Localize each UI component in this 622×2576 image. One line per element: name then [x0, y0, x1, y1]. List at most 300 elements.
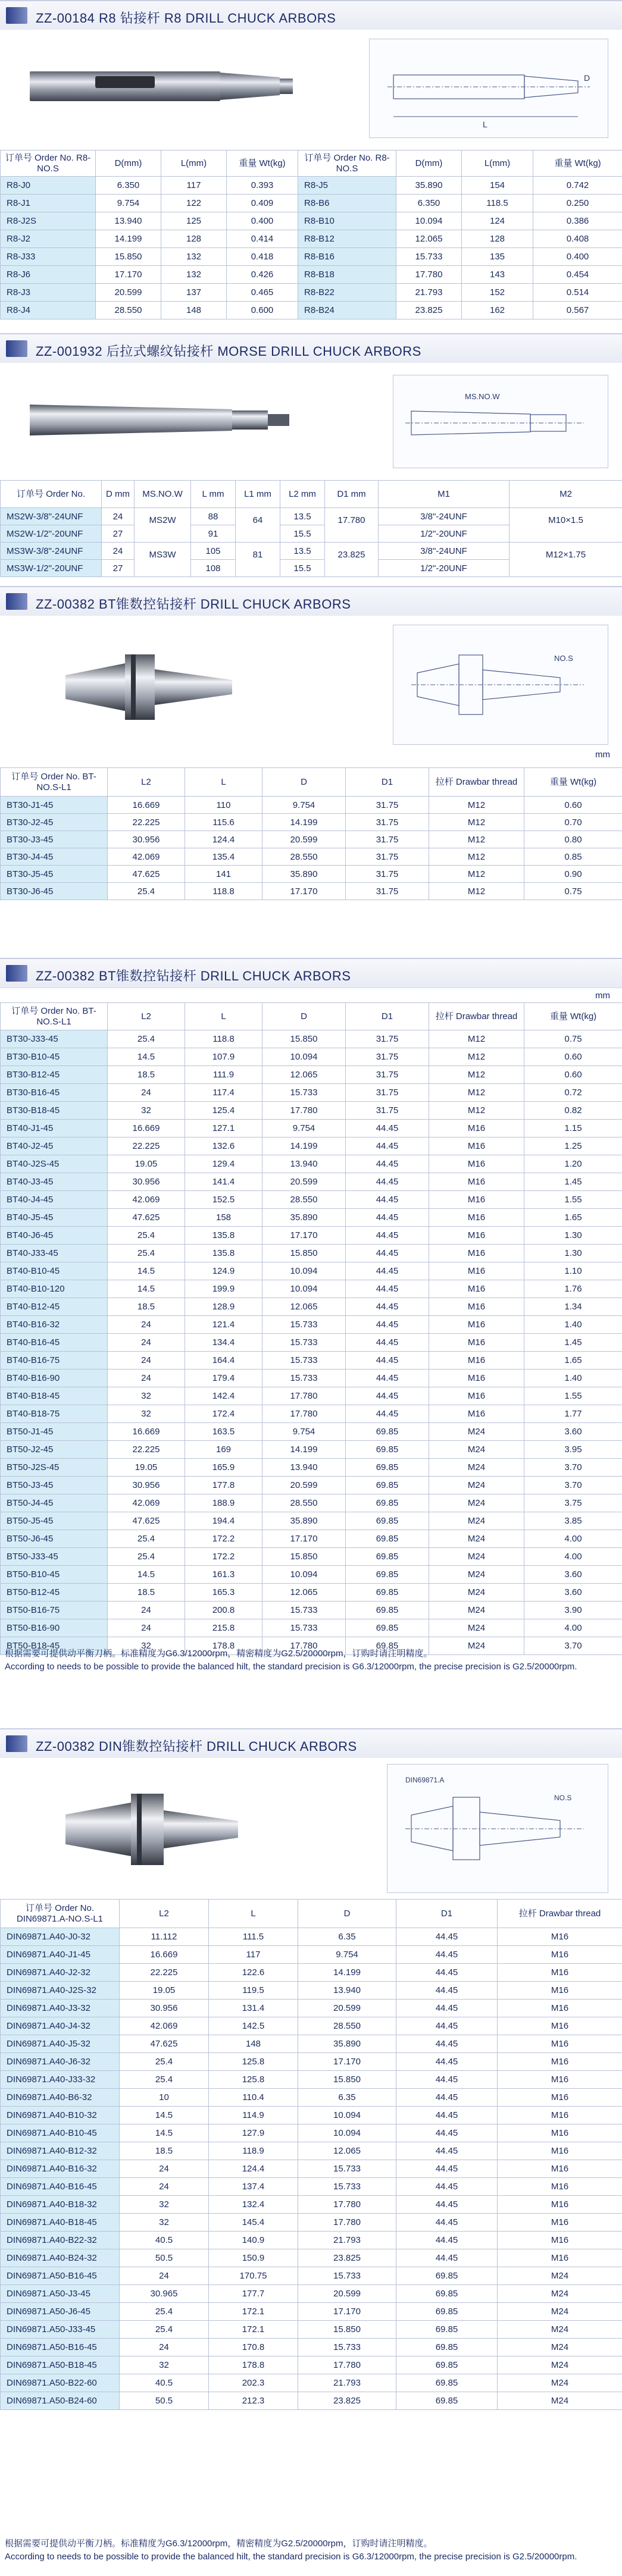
table-cell: M16 [429, 1137, 524, 1155]
table-cell: BT40-J5-45 [1, 1209, 108, 1227]
table-cell: 9.754 [262, 1423, 346, 1441]
table-cell: 44.45 [346, 1155, 429, 1173]
table-cell: BT50-J4-45 [1, 1494, 108, 1512]
table-cell: R8-J5 [298, 177, 396, 195]
table-cell: 1.45 [524, 1334, 622, 1352]
morse-image-area [0, 363, 622, 479]
bt2-col-header: L2 [108, 1003, 185, 1030]
r8-section-header [0, 0, 622, 30]
table-cell: 162 [462, 302, 533, 319]
table-cell: 215.8 [185, 1619, 262, 1637]
table-cell: 118.9 [209, 2142, 298, 2160]
table-cell: DIN69871.A40-B10-45 [1, 2124, 120, 2142]
table-cell: 17.780 [262, 1387, 346, 1405]
table-cell: 14.199 [298, 1964, 396, 1982]
table-cell: 107.9 [185, 1048, 262, 1066]
table-cell: 28.550 [262, 1494, 346, 1512]
table-cell: BT30-B12-45 [1, 1066, 108, 1084]
table-row [1, 2142, 622, 2160]
bt2-col-header: 拉杆 Drawbar thread [429, 1003, 524, 1030]
table-cell: 17.170 [262, 883, 346, 900]
table-cell: 125.4 [185, 1102, 262, 1120]
table-cell: 1.45 [524, 1173, 622, 1191]
din-section-title: ZZ-00382 DIN锥数控钻接杆 DRILL CHUCK ARBORS [36, 1739, 357, 1754]
table-row [1, 1173, 622, 1191]
table-cell: 194.4 [185, 1512, 262, 1530]
table-cell: 28.550 [262, 1191, 346, 1209]
table-cell: 1.10 [524, 1262, 622, 1280]
table-row [1, 1619, 622, 1637]
table-cell: 40.5 [120, 2374, 209, 2392]
table-cell: 0.60 [524, 1048, 622, 1066]
table-cell: 20.599 [298, 2285, 396, 2303]
table-cell: 10.094 [262, 1280, 346, 1298]
table-cell: 24 [108, 1619, 185, 1637]
table-cell: 10.094 [262, 1566, 346, 1584]
table-cell: 9.754 [96, 195, 161, 212]
table-row [1, 1512, 622, 1530]
table-cell: 0.82 [524, 1102, 622, 1120]
table-row [1, 195, 622, 212]
table-cell: 0.567 [533, 302, 622, 319]
table-cell: 0.60 [524, 797, 622, 814]
table-cell: 4.00 [524, 1548, 622, 1566]
table-cell: M12 [429, 1084, 524, 1102]
table-cell: DIN69871.A40-B24-32 [1, 2249, 120, 2267]
table-cell: 4.00 [524, 1619, 622, 1637]
r8-technical-drawing [369, 39, 608, 138]
table-cell: 1/2"-20UNF [379, 525, 510, 543]
table-row [1, 1405, 622, 1423]
bt1-image-area [0, 616, 622, 767]
table-cell: BT40-J1-45 [1, 1120, 108, 1137]
table-cell: 114.9 [209, 2107, 298, 2124]
table-cell: 10.094 [262, 1262, 346, 1280]
table-cell: M24 [429, 1423, 524, 1441]
table-cell: BT40-B16-75 [1, 1352, 108, 1370]
din-image-area [0, 1758, 622, 1898]
table-cell: 12.065 [298, 2142, 396, 2160]
table-cell: 212.3 [209, 2392, 298, 2410]
table-cell: 15.850 [298, 2321, 396, 2339]
table-cell: 0.454 [533, 266, 622, 284]
table-cell: 142.4 [185, 1387, 262, 1405]
table-cell: 0.400 [227, 212, 298, 230]
bt2-section-title: ZZ-00382 BT锥数控钻接杆 DRILL CHUCK ARBORS [36, 969, 351, 983]
table-cell [510, 560, 622, 577]
table-row [1, 2071, 622, 2089]
table-cell: DIN69871.A40-B18-32 [1, 2196, 120, 2214]
table-cell: 3.70 [524, 1459, 622, 1477]
table-cell: 137.4 [209, 2178, 298, 2196]
table-cell: 15.733 [298, 2339, 396, 2356]
table-cell: R8-J1 [1, 195, 96, 212]
table-cell: 143 [462, 266, 533, 284]
table-cell: M12 [429, 814, 524, 831]
table-cell: 179.4 [185, 1370, 262, 1387]
table-cell: 125 [161, 212, 227, 230]
table-cell: BT40-J33-45 [1, 1245, 108, 1262]
table-cell: 44.45 [346, 1227, 429, 1245]
table-cell: BT50-J2-45 [1, 1441, 108, 1459]
table-cell: 119.5 [209, 1982, 298, 2000]
table-row [1, 2107, 622, 2124]
table-cell: 0.414 [227, 230, 298, 248]
table-cell: 16.669 [120, 1946, 209, 1964]
table-cell: 117.4 [185, 1084, 262, 1102]
table-cell: 178.8 [209, 2356, 298, 2374]
table-cell: 44.45 [396, 2142, 498, 2160]
table-cell: 44.45 [346, 1405, 429, 1423]
table-cell: 142.5 [209, 2017, 298, 2035]
table-cell: 31.75 [346, 1030, 429, 1048]
table-cell: M24 [498, 2374, 622, 2392]
table-cell: 22.225 [120, 1964, 209, 1982]
din-technical-drawing [387, 1764, 608, 1893]
table-cell: 15.850 [262, 1548, 346, 1566]
table-cell: R8-B16 [298, 248, 396, 266]
table-cell: 17.170 [96, 266, 161, 284]
table-cell: BT30-J33-45 [1, 1030, 108, 1048]
table-cell: M16 [498, 2107, 622, 2124]
table-cell: M16 [429, 1352, 524, 1370]
table-cell: M16 [429, 1334, 524, 1352]
table-row [1, 1423, 622, 1441]
table-cell: DIN69871.A40-J5-32 [1, 2035, 120, 2053]
table-cell: R8-B18 [298, 266, 396, 284]
table-cell: DIN69871.A40-J33-32 [1, 2071, 120, 2089]
table-row [1, 866, 622, 883]
table-cell: 69.85 [396, 2374, 498, 2392]
table-row [1, 848, 622, 866]
table-cell: 69.85 [396, 2356, 498, 2374]
table-cell: 17.780 [298, 2214, 396, 2232]
table-cell: M24 [429, 1459, 524, 1477]
r8-col-header: L(mm) [462, 151, 533, 177]
table-cell: 128.9 [185, 1298, 262, 1316]
table-cell: 44.45 [346, 1316, 429, 1334]
table-cell: 69.85 [346, 1584, 429, 1602]
table-cell: 0.600 [227, 302, 298, 319]
table-cell: BT50-B16-75 [1, 1602, 108, 1619]
table-row [1, 1964, 622, 1982]
table-cell: 152 [462, 284, 533, 302]
table-cell: 132 [161, 248, 227, 266]
table-cell: M12 [429, 1102, 524, 1120]
r8-arbor-photo [24, 48, 298, 125]
table-cell: 12.065 [396, 230, 462, 248]
section-marker-icon [6, 7, 27, 24]
table-cell: 3.85 [524, 1512, 622, 1530]
table-cell: 32 [108, 1102, 185, 1120]
table-cell: 0.393 [227, 177, 298, 195]
table-cell: 0.426 [227, 266, 298, 284]
bt2-col-header: 订单号 Order No. BT-NO.S-L1 [1, 1003, 108, 1030]
table-cell: M12 [429, 1048, 524, 1066]
table-cell: 148 [209, 2035, 298, 2053]
table-cell: 44.45 [396, 2017, 498, 2035]
table-row [1, 1280, 622, 1298]
table-cell: 165.9 [185, 1459, 262, 1477]
table-cell: M12 [429, 866, 524, 883]
r8-col-header: D(mm) [396, 151, 462, 177]
table-row [1, 1084, 622, 1102]
table-cell: 125.8 [209, 2053, 298, 2071]
table-cell: DIN69871.A50-B18-45 [1, 2356, 120, 2374]
table-cell: 132 [161, 266, 227, 284]
table-cell: 47.625 [108, 1209, 185, 1227]
table-cell [325, 525, 379, 543]
table-cell: 6.35 [298, 1928, 396, 1946]
table-cell: 69.85 [396, 2303, 498, 2321]
table-cell: M16 [429, 1370, 524, 1387]
table-cell: 24 [108, 1352, 185, 1370]
table-row [1, 230, 622, 248]
table-cell: 15.5 [280, 560, 325, 577]
table-cell: 32 [120, 2196, 209, 2214]
table-cell: 12.065 [262, 1066, 346, 1084]
morse-arbor-photo [18, 387, 304, 452]
table-cell: 25.4 [120, 2053, 209, 2071]
table-cell: 135.8 [185, 1227, 262, 1245]
table-cell: 122.6 [209, 1964, 298, 1982]
table-cell: 15.733 [262, 1316, 346, 1334]
table-cell: 25.4 [108, 883, 185, 900]
section-marker-icon [6, 1735, 27, 1752]
table-cell: 25.4 [120, 2071, 209, 2089]
table-row [1, 1030, 622, 1048]
table-cell: 165.3 [185, 1584, 262, 1602]
table-cell: R8-J3 [1, 284, 96, 302]
table-cell: 15.733 [298, 2160, 396, 2178]
table-cell: 6.350 [96, 177, 161, 195]
table-cell: M16 [429, 1209, 524, 1227]
table-cell: 42.069 [120, 2017, 209, 2035]
table-cell: 25.4 [108, 1030, 185, 1048]
table-cell: 3.70 [524, 1477, 622, 1494]
table-cell: 14.5 [108, 1280, 185, 1298]
morse-col-header: D1 mm [325, 481, 379, 508]
table-cell: 32 [108, 1405, 185, 1423]
table-cell: 10.094 [262, 1048, 346, 1066]
table-cell: 15.733 [262, 1370, 346, 1387]
table-cell: 31.75 [346, 1048, 429, 1066]
table-cell: 18.5 [108, 1584, 185, 1602]
table-cell: 91 [191, 525, 236, 543]
table-cell: 19.05 [120, 1982, 209, 2000]
table-cell: 161.3 [185, 1566, 262, 1584]
table-cell: M16 [498, 2071, 622, 2089]
table-cell: 172.4 [185, 1405, 262, 1423]
table-cell: DIN69871.A40-B22-32 [1, 2232, 120, 2249]
table-cell: 23.825 [325, 543, 379, 560]
table-cell: 32 [120, 2356, 209, 2374]
table-row [1, 814, 622, 831]
table-cell: 6.350 [396, 195, 462, 212]
table-cell: 1.65 [524, 1209, 622, 1227]
table-cell: 135.4 [185, 848, 262, 866]
table-cell: 0.418 [227, 248, 298, 266]
table-row [1, 1530, 622, 1548]
table-cell: BT40-B16-45 [1, 1334, 108, 1352]
table-cell: BT40-J2S-45 [1, 1155, 108, 1173]
table-cell: M24 [498, 2356, 622, 2374]
table-cell: 25.4 [108, 1227, 185, 1245]
table-cell: BT30-J4-45 [1, 848, 108, 866]
table-cell: R8-J33 [1, 248, 96, 266]
table-cell: MS3W-3/8"-24UNF [1, 543, 102, 560]
bt2-section-header [0, 958, 622, 988]
table-cell: 131.4 [209, 2000, 298, 2017]
table-cell: 44.45 [396, 1964, 498, 1982]
table-row [1, 1137, 622, 1155]
table-row [1, 2124, 622, 2142]
table-cell: M16 [429, 1316, 524, 1334]
table-cell: 3.60 [524, 1566, 622, 1584]
table-cell: 12.065 [262, 1584, 346, 1602]
table-cell: 0.60 [524, 1066, 622, 1084]
table-cell: 42.069 [108, 1494, 185, 1512]
table-cell [236, 560, 280, 577]
table-cell: 141 [185, 866, 262, 883]
din-col-header: D [298, 1900, 396, 1928]
table-row [1, 883, 622, 900]
table-cell: 1/2"-20UNF [379, 560, 510, 577]
table-cell: BT40-J4-45 [1, 1191, 108, 1209]
table-cell: 44.45 [346, 1387, 429, 1405]
table-cell: 69.85 [346, 1423, 429, 1441]
table-cell: 14.199 [262, 1137, 346, 1155]
table-cell: 22.225 [108, 1441, 185, 1459]
table-cell: 24 [108, 1370, 185, 1387]
table-cell: 127.9 [209, 2124, 298, 2142]
table-cell: 11.112 [120, 1928, 209, 1946]
table-row [1, 2249, 622, 2267]
table-cell: M24 [498, 2321, 622, 2339]
table-cell: 170.75 [209, 2267, 298, 2285]
svg-text:NO.S: NO.S [554, 654, 573, 663]
table-cell: R8-J6 [1, 266, 96, 284]
table-cell: MS2W [135, 508, 191, 525]
table-row [1, 1441, 622, 1459]
table-cell: DIN69871.A40-B16-45 [1, 2178, 120, 2196]
table-cell: 18.5 [108, 1066, 185, 1084]
table-cell: M24 [498, 2392, 622, 2410]
table-cell: 13.940 [96, 212, 161, 230]
table-cell: 44.45 [396, 2053, 498, 2071]
table-cell: M24 [429, 1512, 524, 1530]
table-cell: 69.85 [346, 1602, 429, 1619]
r8-image-area [0, 30, 622, 149]
table-cell: M16 [498, 2160, 622, 2178]
table-cell: BT40-J6-45 [1, 1227, 108, 1245]
table-cell: 18.5 [120, 2142, 209, 2160]
table-cell: BT30-J6-45 [1, 883, 108, 900]
r8-col-header: 重量 Wt(kg) [227, 151, 298, 177]
table-cell [325, 560, 379, 577]
table-cell: 124.9 [185, 1262, 262, 1280]
table-row [1, 2035, 622, 2053]
table-cell: BT40-B18-45 [1, 1387, 108, 1405]
table-cell: 44.45 [396, 2107, 498, 2124]
table-row [1, 1602, 622, 1619]
table-cell: BT50-B10-45 [1, 1566, 108, 1584]
table-cell: BT30-B18-45 [1, 1102, 108, 1120]
table-cell: 25.4 [120, 2303, 209, 2321]
table-cell: 172.2 [185, 1548, 262, 1566]
table-cell: 44.45 [396, 2232, 498, 2249]
table-cell: 0.400 [533, 248, 622, 266]
table-row [1, 1459, 622, 1477]
table-cell: 44.45 [346, 1173, 429, 1191]
table-cell: 24 [108, 1602, 185, 1619]
table-row [1, 1227, 622, 1245]
table-cell: 20.599 [262, 831, 346, 848]
bt1-col-header: D [262, 768, 346, 797]
table-cell: 23.825 [298, 2249, 396, 2267]
table-cell: M16 [429, 1280, 524, 1298]
table-row [1, 1352, 622, 1370]
table-cell: 31.75 [346, 883, 429, 900]
table-cell: 24 [120, 2267, 209, 2285]
table-cell: R8-J2 [1, 230, 96, 248]
table-row [1, 1548, 622, 1566]
table-cell: M16 [498, 2196, 622, 2214]
table-cell: 14.199 [96, 230, 161, 248]
table-cell: 4.00 [524, 1530, 622, 1548]
table-cell: 118.8 [185, 1030, 262, 1048]
table-cell: 15.733 [262, 1352, 346, 1370]
table-cell: 117 [161, 177, 227, 195]
table-cell: 15.733 [262, 1084, 346, 1102]
table-cell: DIN69871.A40-J3-32 [1, 2000, 120, 2017]
table-cell: 152.5 [185, 1191, 262, 1209]
table-cell: 15.733 [262, 1602, 346, 1619]
table-cell: DIN69871.A40-B6-32 [1, 2089, 120, 2107]
table-cell: 69.85 [346, 1459, 429, 1477]
table-row [1, 2285, 622, 2303]
table-cell: DIN69871.A40-J6-32 [1, 2053, 120, 2071]
table-cell: M16 [429, 1173, 524, 1191]
table-cell: 24 [108, 1084, 185, 1102]
table-cell: M24 [429, 1548, 524, 1566]
bt1-arbor-photo [54, 628, 268, 747]
svg-text:DIN69871.A: DIN69871.A [405, 1776, 445, 1784]
table-row [1, 177, 622, 195]
table-cell: 44.45 [346, 1370, 429, 1387]
table-row [1, 2321, 622, 2339]
table-cell: 13.940 [262, 1459, 346, 1477]
table-cell: 118.8 [185, 883, 262, 900]
table-cell: M16 [498, 2214, 622, 2232]
table-cell: R8-B12 [298, 230, 396, 248]
table-cell: 15.733 [262, 1619, 346, 1637]
table-cell: 69.85 [346, 1494, 429, 1512]
table-cell: M24 [429, 1602, 524, 1619]
table-cell: 3.90 [524, 1602, 622, 1619]
table-cell: M16 [498, 2124, 622, 2142]
table-cell: BT50-B18-45 [1, 1637, 108, 1655]
table-cell: 44.45 [396, 2089, 498, 2107]
table-cell: 124 [462, 212, 533, 230]
table-cell: 23.825 [396, 302, 462, 319]
table-cell: 44.45 [396, 2196, 498, 2214]
table-cell: 44.45 [346, 1352, 429, 1370]
table-cell: 111.5 [209, 1928, 298, 1946]
bt2-note-cn: 根据需要可提供动平衡刀柄。标准精度为G6.3/12000rpm，精密精度为G2.5/20000rpm，订购时请注明精度。 [5, 1649, 433, 1659]
table-row [1, 1102, 622, 1120]
table-cell: 17.170 [298, 2053, 396, 2071]
